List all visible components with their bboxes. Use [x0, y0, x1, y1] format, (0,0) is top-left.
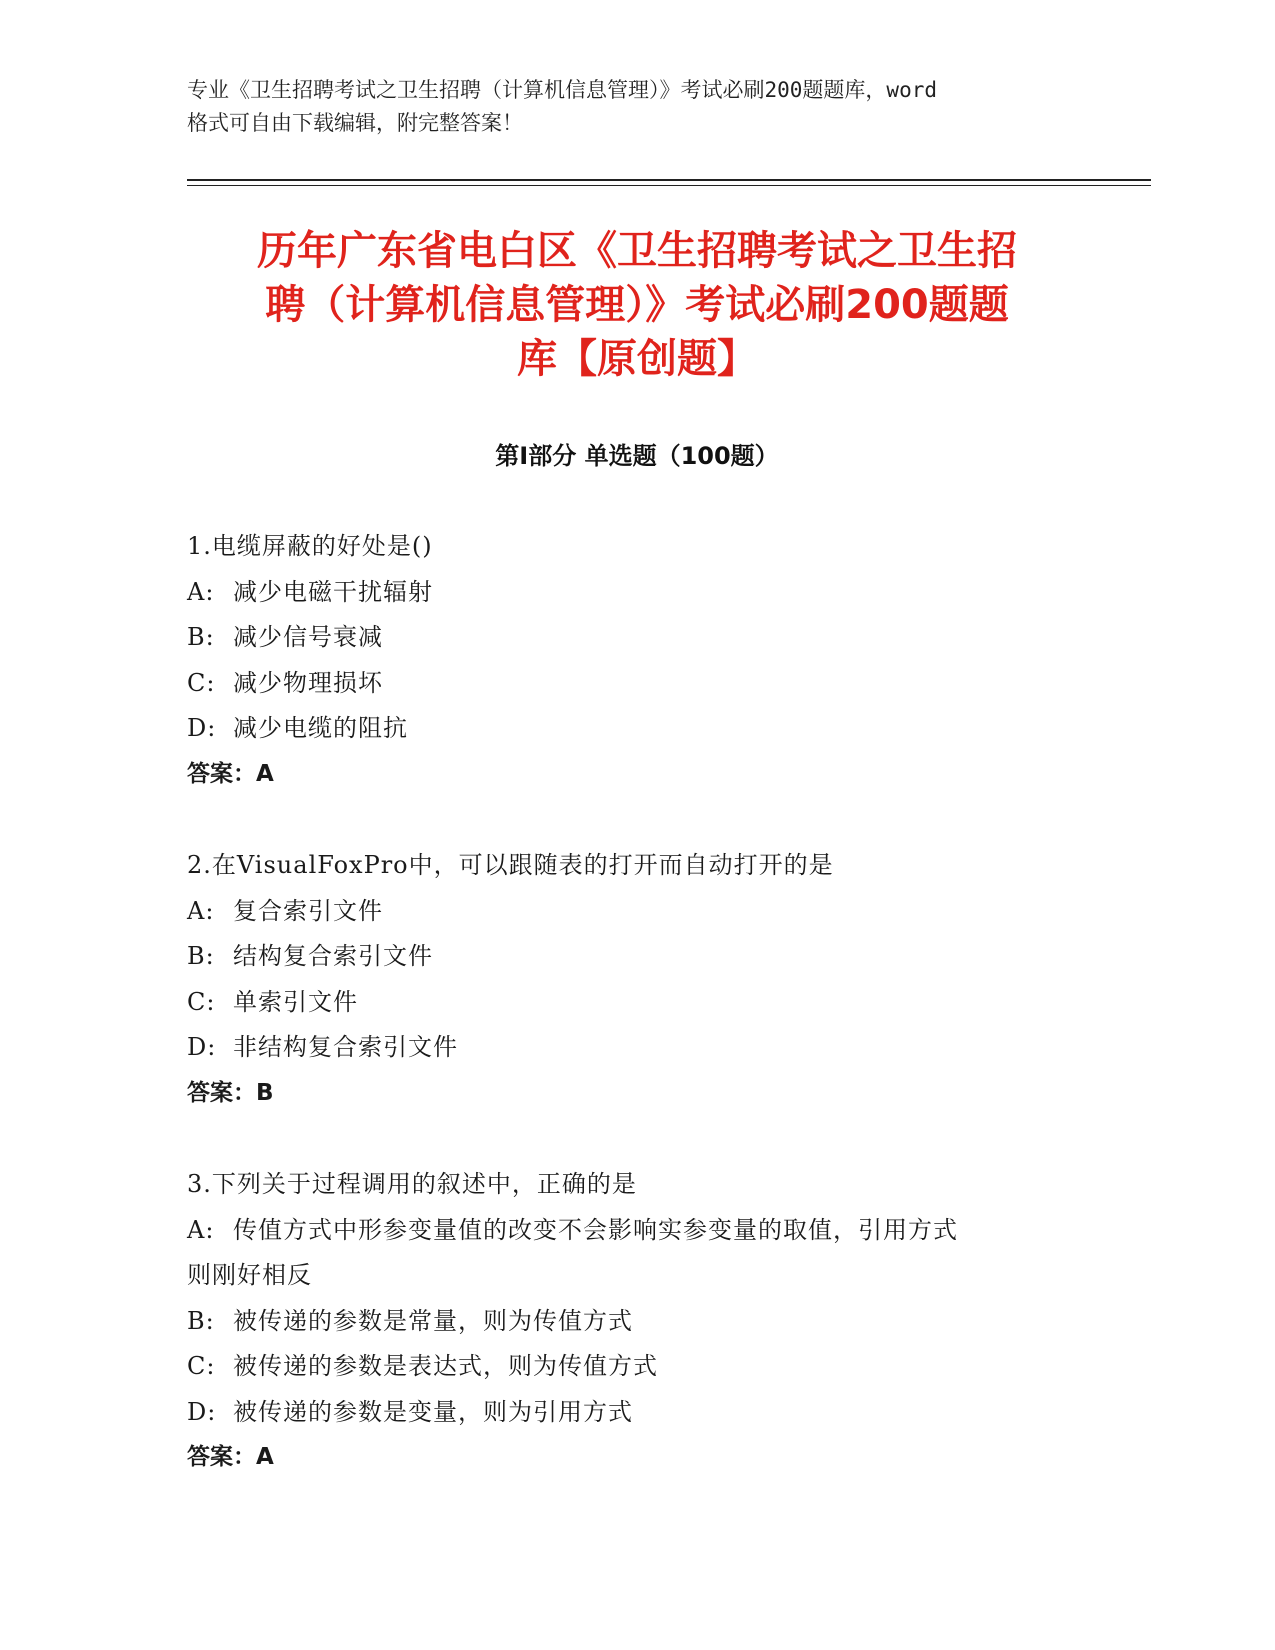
option-d — [187, 706, 1087, 752]
option-text: 复合索引文件 — [233, 896, 383, 925]
option-text: 减少电磁干扰辐射 — [233, 577, 433, 606]
section-heading: 第I部分 单选题（100题） — [495, 442, 779, 470]
header-divider-thick — [187, 179, 1151, 181]
option-key: C: — [187, 1352, 216, 1380]
question-stem: 3.下列关于过程调用的叙述中，正确的是 — [187, 1170, 637, 1198]
option-d — [187, 1025, 1087, 1071]
header-divider-thin — [187, 185, 1151, 186]
question-stem: 1.电缆屏蔽的好处是() — [187, 532, 433, 560]
option-d — [187, 1390, 1087, 1436]
option-text: 被传递的参数是常量，则为传值方式 — [233, 1306, 633, 1335]
option-text: 结构复合索引文件 — [233, 942, 433, 970]
option-key: A: — [187, 896, 215, 925]
document-title-line-3: 库【原创题】 — [517, 336, 757, 382]
option-text: 传值方式中形参变量值的改变不会影响实参变量的取值，引用方式 — [233, 1215, 958, 1244]
option-b — [187, 615, 1087, 661]
option-key: D: — [187, 1033, 217, 1061]
option-key: D: — [187, 714, 217, 742]
option-c — [187, 661, 1087, 707]
document-title-line-1: 历年广东省电白区《卫生招聘考试之卫生招 — [257, 228, 1017, 274]
answer-line: 答案：A — [187, 760, 274, 787]
header-note-line-2: 格式可自由下载编辑，附完整答案！ — [187, 111, 523, 135]
option-text: 减少信号衰减 — [233, 623, 383, 651]
document-title — [187, 224, 1087, 386]
option-text: 非结构复合索引文件 — [233, 1033, 458, 1061]
option-key: C: — [187, 668, 216, 697]
header-note — [187, 74, 1087, 140]
option-c — [187, 1344, 1087, 1390]
option-key: B: — [187, 623, 215, 651]
question-1 — [187, 524, 1087, 797]
option-key: A: — [187, 577, 215, 606]
option-c — [187, 980, 1087, 1026]
question-3 — [187, 1162, 1087, 1481]
document-title-line-2: 聘（计算机信息管理）》考试必刷200题题 — [265, 282, 1009, 328]
option-text-continued: 则刚好相反 — [187, 1261, 312, 1289]
option-b — [187, 1299, 1087, 1345]
option-key: A: — [187, 1215, 215, 1244]
answer-line: 答案：A — [187, 1444, 274, 1470]
header-note-line-1: 专业《卫生招聘考试之卫生招聘（计算机信息管理）》考试必刷200题题库，word — [187, 78, 937, 102]
option-key: C: — [187, 987, 216, 1016]
option-text: 被传递的参数是变量，则为引用方式 — [233, 1397, 633, 1426]
option-text: 被传递的参数是表达式，则为传值方式 — [233, 1352, 658, 1380]
question-2 — [187, 843, 1087, 1116]
option-b — [187, 934, 1087, 980]
question-stem: 2.在VisualFoxPro中，可以跟随表的打开而自动打开的是 — [187, 851, 834, 879]
option-a — [187, 889, 1087, 935]
option-a — [187, 1208, 1087, 1299]
answer-line: 答案：B — [187, 1079, 274, 1106]
option-text: 减少电缆的阻抗 — [233, 714, 408, 742]
option-a — [187, 570, 1087, 616]
option-key: B: — [187, 1306, 215, 1335]
option-text: 减少物理损坏 — [233, 668, 383, 697]
option-key: B: — [187, 942, 215, 970]
option-text: 单索引文件 — [233, 987, 358, 1016]
option-key: D: — [187, 1397, 217, 1426]
